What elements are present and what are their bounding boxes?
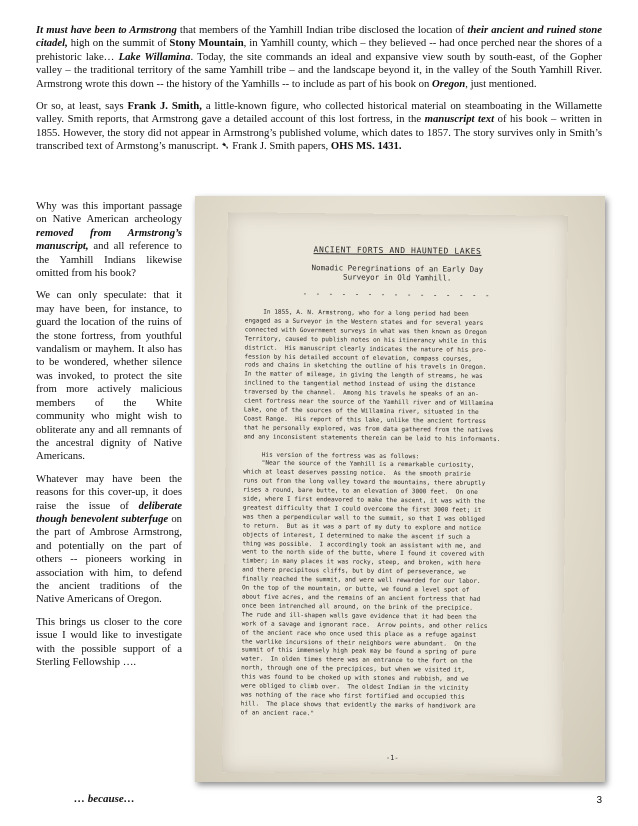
intro-paragraph-2: Or so, at least, says Frank J. Smith, a little-known figure, who collected historical material on steamboating in the Willamette valley. Smith reports, that Armstrong gave a detailed account of this lost fortress, in the manuscript text of his book – written in 1855. However, the story did not appear in Armstrong’s published volume, which dates to 1857. The story survives only in Smith’s transcribed text of Armstong’s manuscript. ➷ Frank J. Smith papers, OHS MS. 1431. bbox=[36, 100, 602, 153]
emphasis-frank-smith: Frank J. Smith, bbox=[127, 100, 202, 113]
emphasis-stony-mountain: Stony Mountain bbox=[169, 37, 244, 50]
manuscript-subtitle: Nomadic Peregrinations of an Early Day Surveyor in Old Yamhill. bbox=[311, 263, 484, 283]
arrow-down-icon: ➷ bbox=[221, 141, 230, 153]
because-caption: … because… bbox=[74, 793, 135, 805]
emphasis-manuscript-text: manuscript text bbox=[424, 113, 495, 126]
manuscript-title: ANCIENT FORTS AND HAUNTED LAKES bbox=[313, 245, 482, 256]
manuscript-page-number: -1- bbox=[385, 753, 399, 763]
page-number: 3 bbox=[596, 795, 602, 806]
manuscript-divider: - - - - - - - - - - - - - - - bbox=[302, 289, 492, 300]
citation-ohs-ms: OHS MS. 1431. bbox=[330, 140, 402, 153]
sidebar-paragraph-3: Whatever may have been the reasons for this cover-up, it does raise the issue of deliberate though benevolent subterfuge on the part of Ambrose Armstrong, and potentially on the part of others -- pioneers working in association with him, to defend the ancient traditions of the Native Americans of Oregon. bbox=[36, 472, 182, 606]
sidebar-paragraph-4: This brings us closer to the core issue I would like to investigate with the possible support of a Sterling Fellowship …. bbox=[36, 615, 182, 668]
intro-text bbox=[36, 24, 602, 163]
lead-phrase: It must have been to Armstrong bbox=[36, 24, 177, 36]
emphasis-subterfuge: deliberate though benevolent subterfuge bbox=[36, 499, 182, 525]
emphasis-oregon: Oregon bbox=[431, 77, 466, 90]
sidebar-paragraph-2: We can only speculate: that it may have been, for instance, to guard the location of the ruins of the stone fortress, from youthful vandalism or mayhem. It also has to be wondered, whether silence was invoked, to protect the site from more actively malicious members of the White community who might wish to obliterate any and all remnants of the ancestral dignity of Native Americans. bbox=[36, 289, 182, 463]
emphasis-lake-willamina: Lake Willamina bbox=[118, 50, 191, 63]
emphasis-citadel: their ancient and ruined stone citadel, bbox=[36, 24, 602, 50]
emphasis-removed: removed from Armstrong’s manuscript, bbox=[36, 226, 182, 253]
manuscript-page bbox=[222, 212, 568, 776]
sidebar-paragraph-1: Why was this important passage on Native American archeology removed from Armstrong’s manuscript, and all reference to the Yamhill Indians likewise omitted from his book? bbox=[36, 200, 182, 280]
manuscript-photo bbox=[195, 196, 605, 782]
intro-paragraph-1: It must have been to Armstrong that members of the Yamhill Indian tribe disclosed the location of their ancient and ruined stone citadel, high on the summit of Stony Mountain, in Yamhill county, which – they believed -- had once perched near the shores of a prehistoric lake… Lake Willamina. Today, the site commands an ideal and expansive view south by south-east, of the Gopher valley – the traditional territory of the same Yamhill tribe – and the landscape beyond it, in the valley of the South Yamhill River. Armstrong wrote this down -- the history of the Yamhills -- to include as part of his book on Oregon, just mentioned. bbox=[36, 24, 603, 90]
sidebar-text bbox=[36, 200, 182, 678]
manuscript-body: In 1855, A. N. Armstrong, who for a long period had been engaged as a Surveyor in the Western states and for several years connected with Government surveys in what was then known as Oregon Territory, caused to publish notes on his itinerancy while in this district. His manuscript clearly indicates the nature of his pro- fession by his detailed account of elevation, compass courses, rods and chains in sketching the outline of his travels in Oregon. In the matter of mileage, in giving the length of streams, he was inclined to the tangential method instead of using the distance traversed by the channel. Among his travels he speaks of an an- cient fortress near the source of the Yamhill river and of Willamina Lake, one of the sources of the Willamina river, situated in the Coast Range. His report of this lake, unlike the ancient fortress that he personally explored, was from data gathered from the natives and any inconsistent statements therein can be laid to his informants. His version of the fortress was as follows: "Near the source of the Yamhill is a remarkable curiosity, which at least deserves passing notice. As the smooth prairie runs out from the long valley toward the mountains, there abruptly rises a round, bare butte, to an elevation of 3000 feet. On one side, where I first endeavored to make the ascent, it was with the greatest difficulty that I could overcome the first 3000 feet; it was then a perpendicular wall to the summit, so that I was obliged to return. But as it was a part of my duty to explore and notice objects of interest, I determined to make the ascent if such a thing was possible. I accordingly took an assistant with me, and went to the north side of the butte, where I found it covered with timber; in many places it was rocky, steep, and broken, with here and there precipitous cliffs, but by dint of perseverance, we finally reached the summit, and were well rewarded for our labor. On the top of the mountain, or butte, we found a level spot of about five acres, and the remains of an ancient fortress that had once been intrenched all around, on the brink of the precipice. The rude and ill-shapen walls gave evidence that it had been the work of a savage and ignorant race. Arrow points, and other relics of the ancient race who once used this place as a refuge against the warlike incursions of their neighbors were abundant. On the summit of this immensely high peak may be found a spring of pure water. In olden times there was an entrance to the fort on the north, through one of the precipices, but when we visited it, this was found to be choked up with stones and rubbish, and we were obliged to climb over. The oldest Indian in the vicinity was nothing of the race who first fortified and occupied this hill. The place shows that evidently the marks of handiwork are of an ancient race." bbox=[240, 308, 501, 717]
